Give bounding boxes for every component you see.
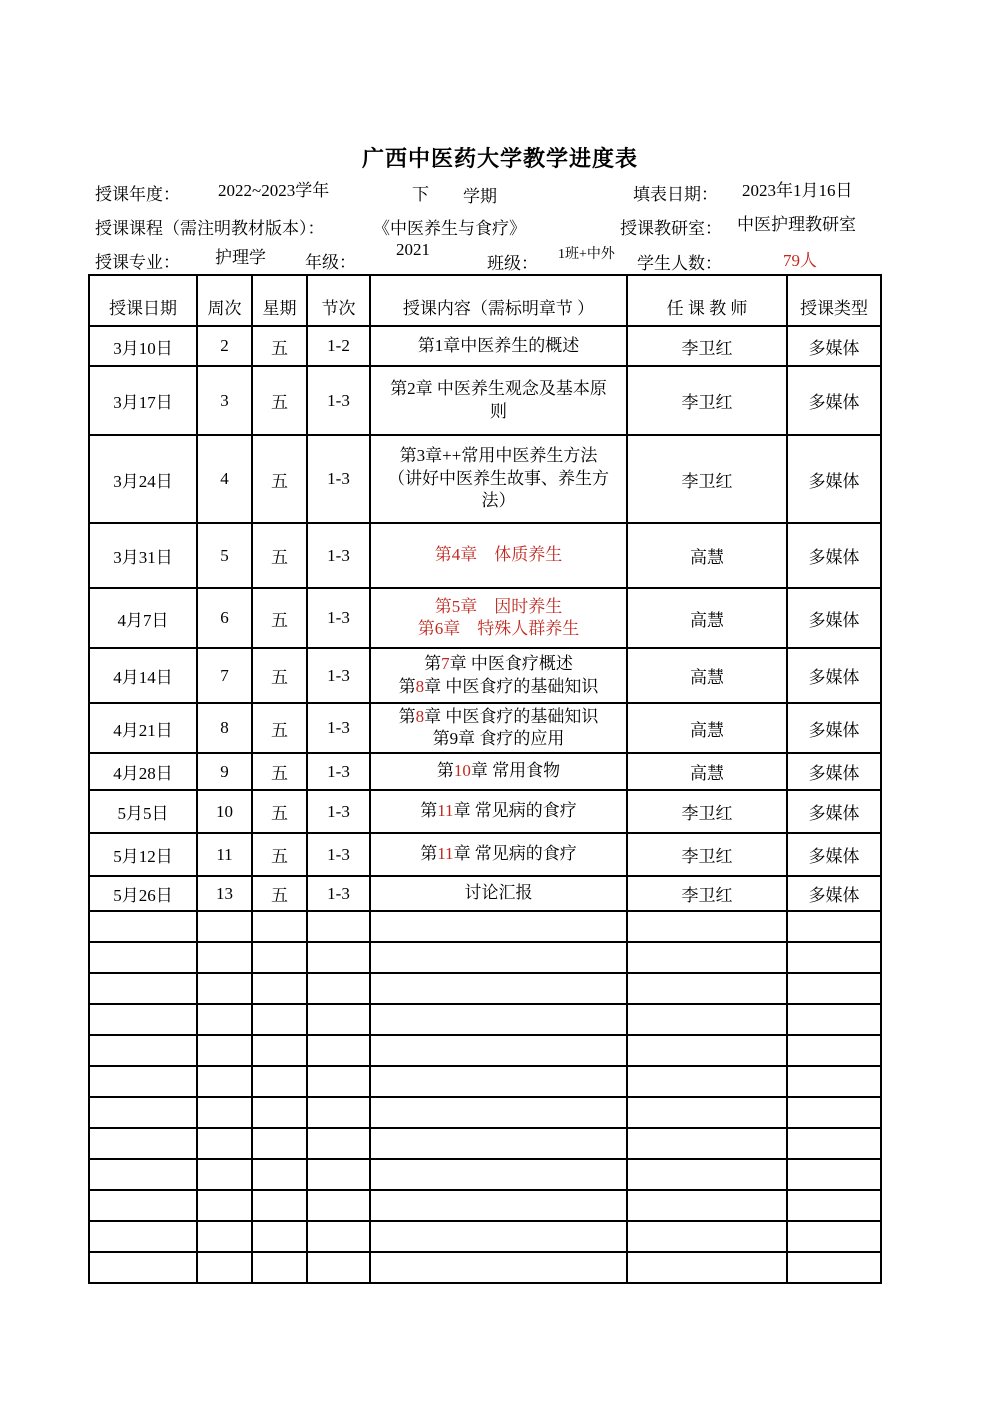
class-value: 1班+中外 (558, 247, 615, 262)
table-row (89, 326, 881, 366)
empty-cell (307, 1035, 370, 1066)
week-cell: 3 (197, 366, 252, 435)
empty-cell (787, 1252, 881, 1283)
type-cell: 多媒体 (787, 648, 881, 703)
content-line: 第3章++常用中医养生方法 (399, 446, 598, 466)
teacher-cell: 高慧 (627, 523, 787, 588)
empty-cell (787, 1004, 881, 1035)
type-cell: 多媒体 (787, 753, 881, 790)
periods-cell: 1-3 (307, 366, 370, 435)
empty-cell (89, 1159, 197, 1190)
teaching-year-label: 授课年度： (95, 185, 180, 204)
periods-cell: 1-3 (307, 790, 370, 833)
empty-cell (627, 1252, 787, 1283)
table-row (89, 876, 881, 911)
content-line: 第8章 中医食疗的基础知识 (398, 706, 599, 726)
type-cell: 多媒体 (787, 523, 881, 588)
table-row (89, 833, 881, 876)
column-header: 授课内容（需标明章节 ） (370, 275, 627, 326)
empty-cell (89, 1066, 197, 1097)
column-header: 节次 (307, 275, 370, 326)
empty-table-row (89, 1128, 881, 1159)
empty-table-row (89, 1097, 881, 1128)
empty-cell (197, 1159, 252, 1190)
course-label: 授课课程（需注明教材版本）： (95, 219, 325, 238)
column-header: 星期 (252, 275, 307, 326)
weekday-cell: 五 (252, 833, 307, 876)
empty-cell (370, 942, 627, 973)
table-row (89, 588, 881, 648)
empty-cell (197, 1128, 252, 1159)
date-cell: 4月28日 (89, 753, 197, 790)
empty-cell (370, 1004, 627, 1035)
empty-table-row (89, 1221, 881, 1252)
empty-cell (197, 1004, 252, 1035)
week-cell: 4 (197, 435, 252, 523)
empty-cell (370, 1097, 627, 1128)
empty-cell (627, 973, 787, 1004)
weekday-cell: 五 (252, 876, 307, 911)
date-cell: 3月24日 (89, 435, 197, 523)
type-cell: 多媒体 (787, 326, 881, 366)
empty-table-row (89, 1035, 881, 1066)
empty-cell (787, 1035, 881, 1066)
empty-cell (370, 911, 627, 942)
major-label: 授课专业： (95, 253, 180, 272)
empty-cell (89, 973, 197, 1004)
teacher-cell: 李卫红 (627, 326, 787, 366)
periods-cell: 1-3 (307, 703, 370, 753)
empty-table-row (89, 1159, 881, 1190)
type-cell: 多媒体 (787, 588, 881, 648)
empty-cell (197, 973, 252, 1004)
teacher-cell: 李卫红 (627, 876, 787, 911)
grade-label: 年级： (305, 253, 356, 272)
content-line: 第11章 常见病的食疗 (420, 844, 577, 864)
empty-cell (197, 1221, 252, 1252)
teaching-year-value: 2022~2023学年 (218, 181, 330, 200)
type-cell: 多媒体 (787, 435, 881, 523)
office-label: 授课教研室： (620, 219, 722, 238)
type-cell: 多媒体 (787, 833, 881, 876)
date-cell: 4月7日 (89, 588, 197, 648)
periods-cell: 1-3 (307, 588, 370, 648)
empty-cell (627, 1004, 787, 1035)
week-cell: 5 (197, 523, 252, 588)
type-cell: 多媒体 (787, 366, 881, 435)
column-header: 授课类型 (787, 275, 881, 326)
empty-cell (370, 1159, 627, 1190)
empty-cell (197, 942, 252, 973)
teacher-cell: 高慧 (627, 588, 787, 648)
content-line: （讲好中医养生故事、养生方 (388, 468, 609, 488)
teacher-cell: 高慧 (627, 703, 787, 753)
week-cell: 7 (197, 648, 252, 703)
content-line: 讨论汇报 (464, 883, 533, 903)
empty-cell (787, 911, 881, 942)
weekday-cell: 五 (252, 523, 307, 588)
empty-table-row (89, 942, 881, 973)
table-row (89, 366, 881, 435)
empty-cell (627, 1097, 787, 1128)
week-cell: 2 (197, 326, 252, 366)
date-cell: 5月26日 (89, 876, 197, 911)
empty-cell (370, 1221, 627, 1252)
class-label: 班级： (487, 254, 538, 273)
empty-cell (307, 973, 370, 1004)
date-cell: 4月14日 (89, 648, 197, 703)
semester-value: 下 (412, 185, 429, 204)
empty-cell (370, 1035, 627, 1066)
semester-suffix: 学期 (463, 187, 497, 206)
column-header: 周次 (197, 275, 252, 326)
fill-date-value: 2023年1月16日 (742, 181, 853, 200)
empty-cell (252, 1190, 307, 1221)
empty-cell (252, 1128, 307, 1159)
header-row (89, 275, 881, 326)
empty-cell (627, 1035, 787, 1066)
empty-cell (197, 1097, 252, 1128)
table-row (89, 703, 881, 753)
empty-cell (370, 973, 627, 1004)
empty-table-row (89, 1252, 881, 1283)
empty-cell (307, 1128, 370, 1159)
content-line: 第1章中医养生的概述 (417, 335, 580, 355)
content-line: 第8章 中医食疗的基础知识 (398, 676, 599, 696)
empty-cell (307, 1159, 370, 1190)
empty-cell (307, 1221, 370, 1252)
column-header: 授课日期 (89, 275, 197, 326)
teacher-cell: 高慧 (627, 753, 787, 790)
periods-cell: 1-2 (307, 326, 370, 366)
periods-cell: 1-3 (307, 523, 370, 588)
empty-cell (307, 1252, 370, 1283)
empty-cell (787, 1190, 881, 1221)
week-cell: 11 (197, 833, 252, 876)
date-cell: 5月12日 (89, 833, 197, 876)
week-cell: 8 (197, 703, 252, 753)
empty-cell (252, 1252, 307, 1283)
empty-cell (627, 1159, 787, 1190)
weekday-cell: 五 (252, 326, 307, 366)
major-value: 护理学 (215, 248, 266, 267)
empty-cell (197, 1035, 252, 1066)
teacher-cell: 李卫红 (627, 790, 787, 833)
type-cell: 多媒体 (787, 790, 881, 833)
weekday-cell: 五 (252, 753, 307, 790)
content-line: 法） (481, 491, 516, 511)
empty-cell (89, 1097, 197, 1128)
content-cell (370, 790, 627, 833)
empty-cell (252, 1004, 307, 1035)
content-line: 则 (490, 401, 507, 421)
empty-cell (252, 942, 307, 973)
content-line: 第10章 常用食物 (436, 761, 561, 781)
periods-cell: 1-3 (307, 833, 370, 876)
empty-cell (89, 911, 197, 942)
content-line: 第7章 中医食疗概述 (424, 654, 573, 674)
empty-cell (627, 1128, 787, 1159)
empty-cell (787, 1159, 881, 1190)
empty-cell (627, 1066, 787, 1097)
empty-cell (89, 1035, 197, 1066)
date-cell: 4月21日 (89, 703, 197, 753)
empty-cell (307, 911, 370, 942)
empty-cell (307, 1004, 370, 1035)
content-cell (370, 876, 627, 911)
empty-cell (89, 942, 197, 973)
date-cell: 3月31日 (89, 523, 197, 588)
empty-cell (307, 1097, 370, 1128)
weekday-cell: 五 (252, 703, 307, 753)
empty-cell (787, 1097, 881, 1128)
empty-cell (787, 1128, 881, 1159)
empty-table-row (89, 1004, 881, 1035)
empty-table-row (89, 1190, 881, 1221)
empty-cell (252, 1221, 307, 1252)
periods-cell: 1-3 (307, 435, 370, 523)
empty-table-row (89, 1066, 881, 1097)
periods-cell: 1-3 (307, 876, 370, 911)
content-cell (370, 753, 627, 790)
teacher-cell: 李卫红 (627, 833, 787, 876)
content-line: 第6章 特殊人群养生 (417, 619, 580, 638)
empty-cell (627, 942, 787, 973)
empty-cell (627, 1221, 787, 1252)
table-row (89, 648, 881, 703)
week-cell: 13 (197, 876, 252, 911)
content-cell (370, 326, 627, 366)
content-line: 第9章 食疗的应用 (432, 729, 565, 748)
teacher-cell: 高慧 (627, 648, 787, 703)
empty-cell (89, 1128, 197, 1159)
empty-cell (89, 1004, 197, 1035)
empty-cell (252, 1097, 307, 1128)
students-count-value: 79人 (783, 251, 817, 270)
table-row (89, 435, 881, 523)
empty-cell (197, 1066, 252, 1097)
grade-value: 2021 (396, 240, 430, 259)
content-line: 第11章 常见病的食疗 (420, 801, 577, 821)
table-row (89, 523, 881, 588)
weekday-cell: 五 (252, 588, 307, 648)
date-cell: 5月5日 (89, 790, 197, 833)
type-cell: 多媒体 (787, 703, 881, 753)
empty-cell (252, 1159, 307, 1190)
schedule-table (88, 274, 882, 1284)
weekday-cell: 五 (252, 790, 307, 833)
office-value: 中医护理教研室 (737, 215, 856, 234)
empty-cell (787, 1066, 881, 1097)
content-line: 第4章 体质养生 (434, 545, 563, 565)
empty-cell (252, 1066, 307, 1097)
type-cell: 多媒体 (787, 876, 881, 911)
fill-date-label: 填表日期： (633, 185, 718, 204)
content-cell (370, 833, 627, 876)
empty-cell (627, 911, 787, 942)
weekday-cell: 五 (252, 366, 307, 435)
empty-cell (89, 1190, 197, 1221)
weekday-cell: 五 (252, 435, 307, 523)
teacher-cell: 李卫红 (627, 435, 787, 523)
empty-cell (370, 1066, 627, 1097)
empty-cell (787, 942, 881, 973)
weekday-cell: 五 (252, 648, 307, 703)
week-cell: 9 (197, 753, 252, 790)
empty-cell (307, 1066, 370, 1097)
content-cell (370, 588, 627, 648)
students-count-label: 学生人数： (637, 254, 722, 273)
empty-table-row (89, 973, 881, 1004)
date-cell: 3月17日 (89, 366, 197, 435)
empty-cell (370, 1190, 627, 1221)
teacher-cell: 李卫红 (627, 366, 787, 435)
empty-cell (89, 1221, 197, 1252)
empty-cell (197, 911, 252, 942)
content-cell (370, 366, 627, 435)
empty-cell (252, 1035, 307, 1066)
empty-cell (89, 1252, 197, 1283)
empty-cell (197, 1190, 252, 1221)
empty-cell (787, 1221, 881, 1252)
table-row (89, 753, 881, 790)
periods-cell: 1-3 (307, 753, 370, 790)
content-cell (370, 703, 627, 753)
week-cell: 6 (197, 588, 252, 648)
empty-cell (307, 1190, 370, 1221)
empty-cell (252, 911, 307, 942)
content-line: 第5章 因时养生 (434, 596, 563, 616)
periods-cell: 1-3 (307, 648, 370, 703)
column-header: 任 课 教 师 (627, 275, 787, 326)
content-cell (370, 523, 627, 588)
empty-cell (370, 1128, 627, 1159)
empty-cell (627, 1190, 787, 1221)
course-value: 《中医养生与食疗》 (373, 219, 526, 238)
date-cell: 3月10日 (89, 326, 197, 366)
empty-cell (252, 973, 307, 1004)
content-line: 第2章 中医养生观念及基本原 (390, 379, 607, 399)
empty-cell (307, 942, 370, 973)
content-cell (370, 648, 627, 703)
page-title: 广西中医药大学教学进度表 (361, 146, 638, 171)
empty-cell (787, 973, 881, 1004)
empty-cell (197, 1252, 252, 1283)
content-cell (370, 435, 627, 523)
empty-cell (370, 1252, 627, 1283)
week-cell: 10 (197, 790, 252, 833)
table-row (89, 790, 881, 833)
empty-table-row (89, 911, 881, 942)
